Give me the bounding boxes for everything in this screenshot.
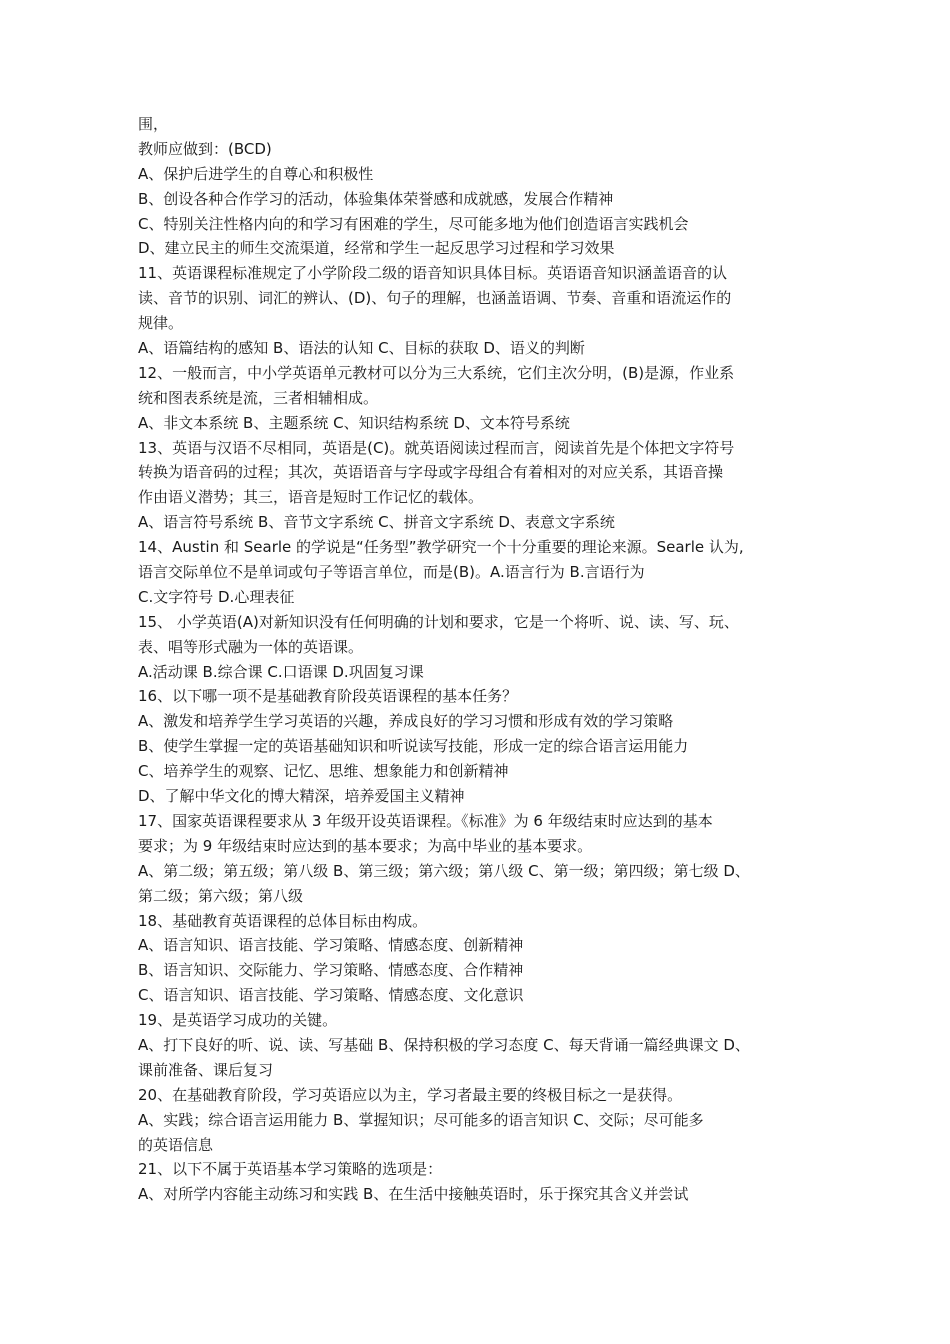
document-line: 转换为语音码的过程；其次，英语语音与字母或字母组合有着相对的对应关系，其语音操 bbox=[138, 463, 724, 482]
document-line: B、语言知识、交际能力、学习策略、情感态度、合作精神 bbox=[138, 961, 524, 980]
document-line: 的英语信息 bbox=[138, 1135, 214, 1154]
document-line: A、语篇结构的感知 B、语法的认知 C、目标的获取 D、语义的判断 bbox=[138, 339, 585, 358]
document-line: D、建立民主的师生交流渠道，经常和学生一起反思学习过程和学习效果 bbox=[138, 239, 615, 258]
document-line: 教师应做到：(BCD) bbox=[138, 139, 272, 158]
document-line: 21、以下不属于英语基本学习策略的选项是： bbox=[138, 1160, 443, 1179]
document-line: 14、Austin 和 Searle 的学说是“任务型”教学研究一个十分重要的理论来源。Searle 认为, bbox=[138, 538, 744, 557]
document-line: 20、在基础教育阶段，学习英语应以为主，学习者最主要的终极目标之一是获得。 bbox=[138, 1085, 683, 1104]
document-line: 19、是英语学习成功的关键。 bbox=[138, 1011, 338, 1030]
document-line: C、培养学生的观察、记忆、思维、想象能力和创新精神 bbox=[138, 762, 509, 781]
document-line: A、第二级；第五级；第八级 B、第三级；第六级；第八级 C、第一级；第四级；第七级 D、 bbox=[138, 861, 750, 880]
document-line: A、保护后进学生的自尊心和积极性 bbox=[138, 164, 374, 183]
document-line: C、语言知识、语言技能、学习策略、情感态度、文化意识 bbox=[138, 986, 524, 1005]
document-body bbox=[138, 112, 818, 1207]
document-line: 18、基础教育英语课程的总体目标由构成。 bbox=[138, 911, 428, 930]
document-line: 表、唱等形式融为一体的英语课。 bbox=[138, 637, 364, 656]
document-line: 统和图表系统是流，三者相辅相成。 bbox=[138, 388, 379, 407]
document-line: 围， bbox=[138, 115, 169, 133]
document-line: 课前准备、课后复习 bbox=[138, 1060, 274, 1079]
document-line: 作由语义潜势；其三，语音是短时工作记忆的载体。 bbox=[138, 488, 484, 507]
document-line: B、创设各种合作学习的活动，体验集体荣誉感和成就感，发展合作精神 bbox=[138, 189, 614, 208]
document-line: A、对所学内容能主动练习和实践 B、在生活中接触英语时，乐于探究其含义并尝试 bbox=[138, 1185, 689, 1204]
document-line: 16、以下哪一项不是基础教育阶段英语课程的基本任务？ bbox=[138, 687, 518, 706]
document-line: A、非文本系统 B、主题系统 C、知识结构系统 D、文本符号系统 bbox=[138, 413, 570, 432]
document-line: 15、 小学英语(A)对新知识没有任何明确的计划和要求，它是一个将听、说、读、写、玩、 bbox=[138, 612, 739, 631]
document-line: 语言交际单位不是单词或句子等语言单位，而是(B)。A.语言行为 B.言语行为 bbox=[138, 563, 645, 582]
document-line: A、语言知识、语言技能、学习策略、情感态度、创新精神 bbox=[138, 936, 524, 955]
document-line: C、特别关注性格内向的和学习有困难的学生，尽可能多地为他们创造语言实践机会 bbox=[138, 214, 689, 233]
document-line: A、实践；综合语言运用能力 B、掌握知识；尽可能多的语言知识 C、交际；尽可能多 bbox=[138, 1110, 704, 1129]
document-line: 13、英语与汉语不尽相同，英语是(C)。就英语阅读过程而言，阅读首先是个体把文字符号 bbox=[138, 438, 735, 457]
document-line: D、了解中华文化的博大精深，培养爱国主义精神 bbox=[138, 787, 465, 806]
document-line: 规律。 bbox=[138, 314, 184, 333]
document-line: C.文字符号 D.心理表征 bbox=[138, 587, 295, 606]
document-line: 12、一般而言，中小学英语单元教材可以分为三大系统，它们主次分明，(B)是源，作业系 bbox=[138, 363, 735, 382]
document-line: A、激发和培养学生学习英语的兴趣，养成良好的学习习惯和形成有效的学习策略 bbox=[138, 712, 674, 731]
document-line: 读、音节的识别、词汇的辨认、(D)、句子的理解，也涵盖语调、节奏、音重和语流运作的 bbox=[138, 289, 732, 308]
document-line: 17、国家英语课程要求从 3 年级开设英语课程。《标准》为 6 年级结束时应达到的基本 bbox=[138, 811, 713, 830]
document-line: 要求；为 9 年级结束时应达到的基本要求；为高中毕业的基本要求。 bbox=[138, 836, 593, 855]
document-line: A.活动课 B.综合课 C.口语课 D.巩固复习课 bbox=[138, 662, 424, 681]
document-line: 第二级；第六级；第八级 bbox=[138, 886, 304, 905]
document-line: B、使学生掌握一定的英语基础知识和听说读写技能，形成一定的综合语言运用能力 bbox=[138, 737, 689, 756]
document-line: A、打下良好的听、说、读、写基础 B、保持积极的学习态度 C、每天背诵一篇经典课文 D、 bbox=[138, 1035, 750, 1054]
document-line: 11、英语课程标准规定了小学阶段二级的语音知识具体目标。英语语音知识涵盖语音的认 bbox=[138, 264, 728, 283]
document-line: A、语言符号系统 B、音节文字系统 C、拼音文字系统 D、表意文字系统 bbox=[138, 513, 615, 532]
